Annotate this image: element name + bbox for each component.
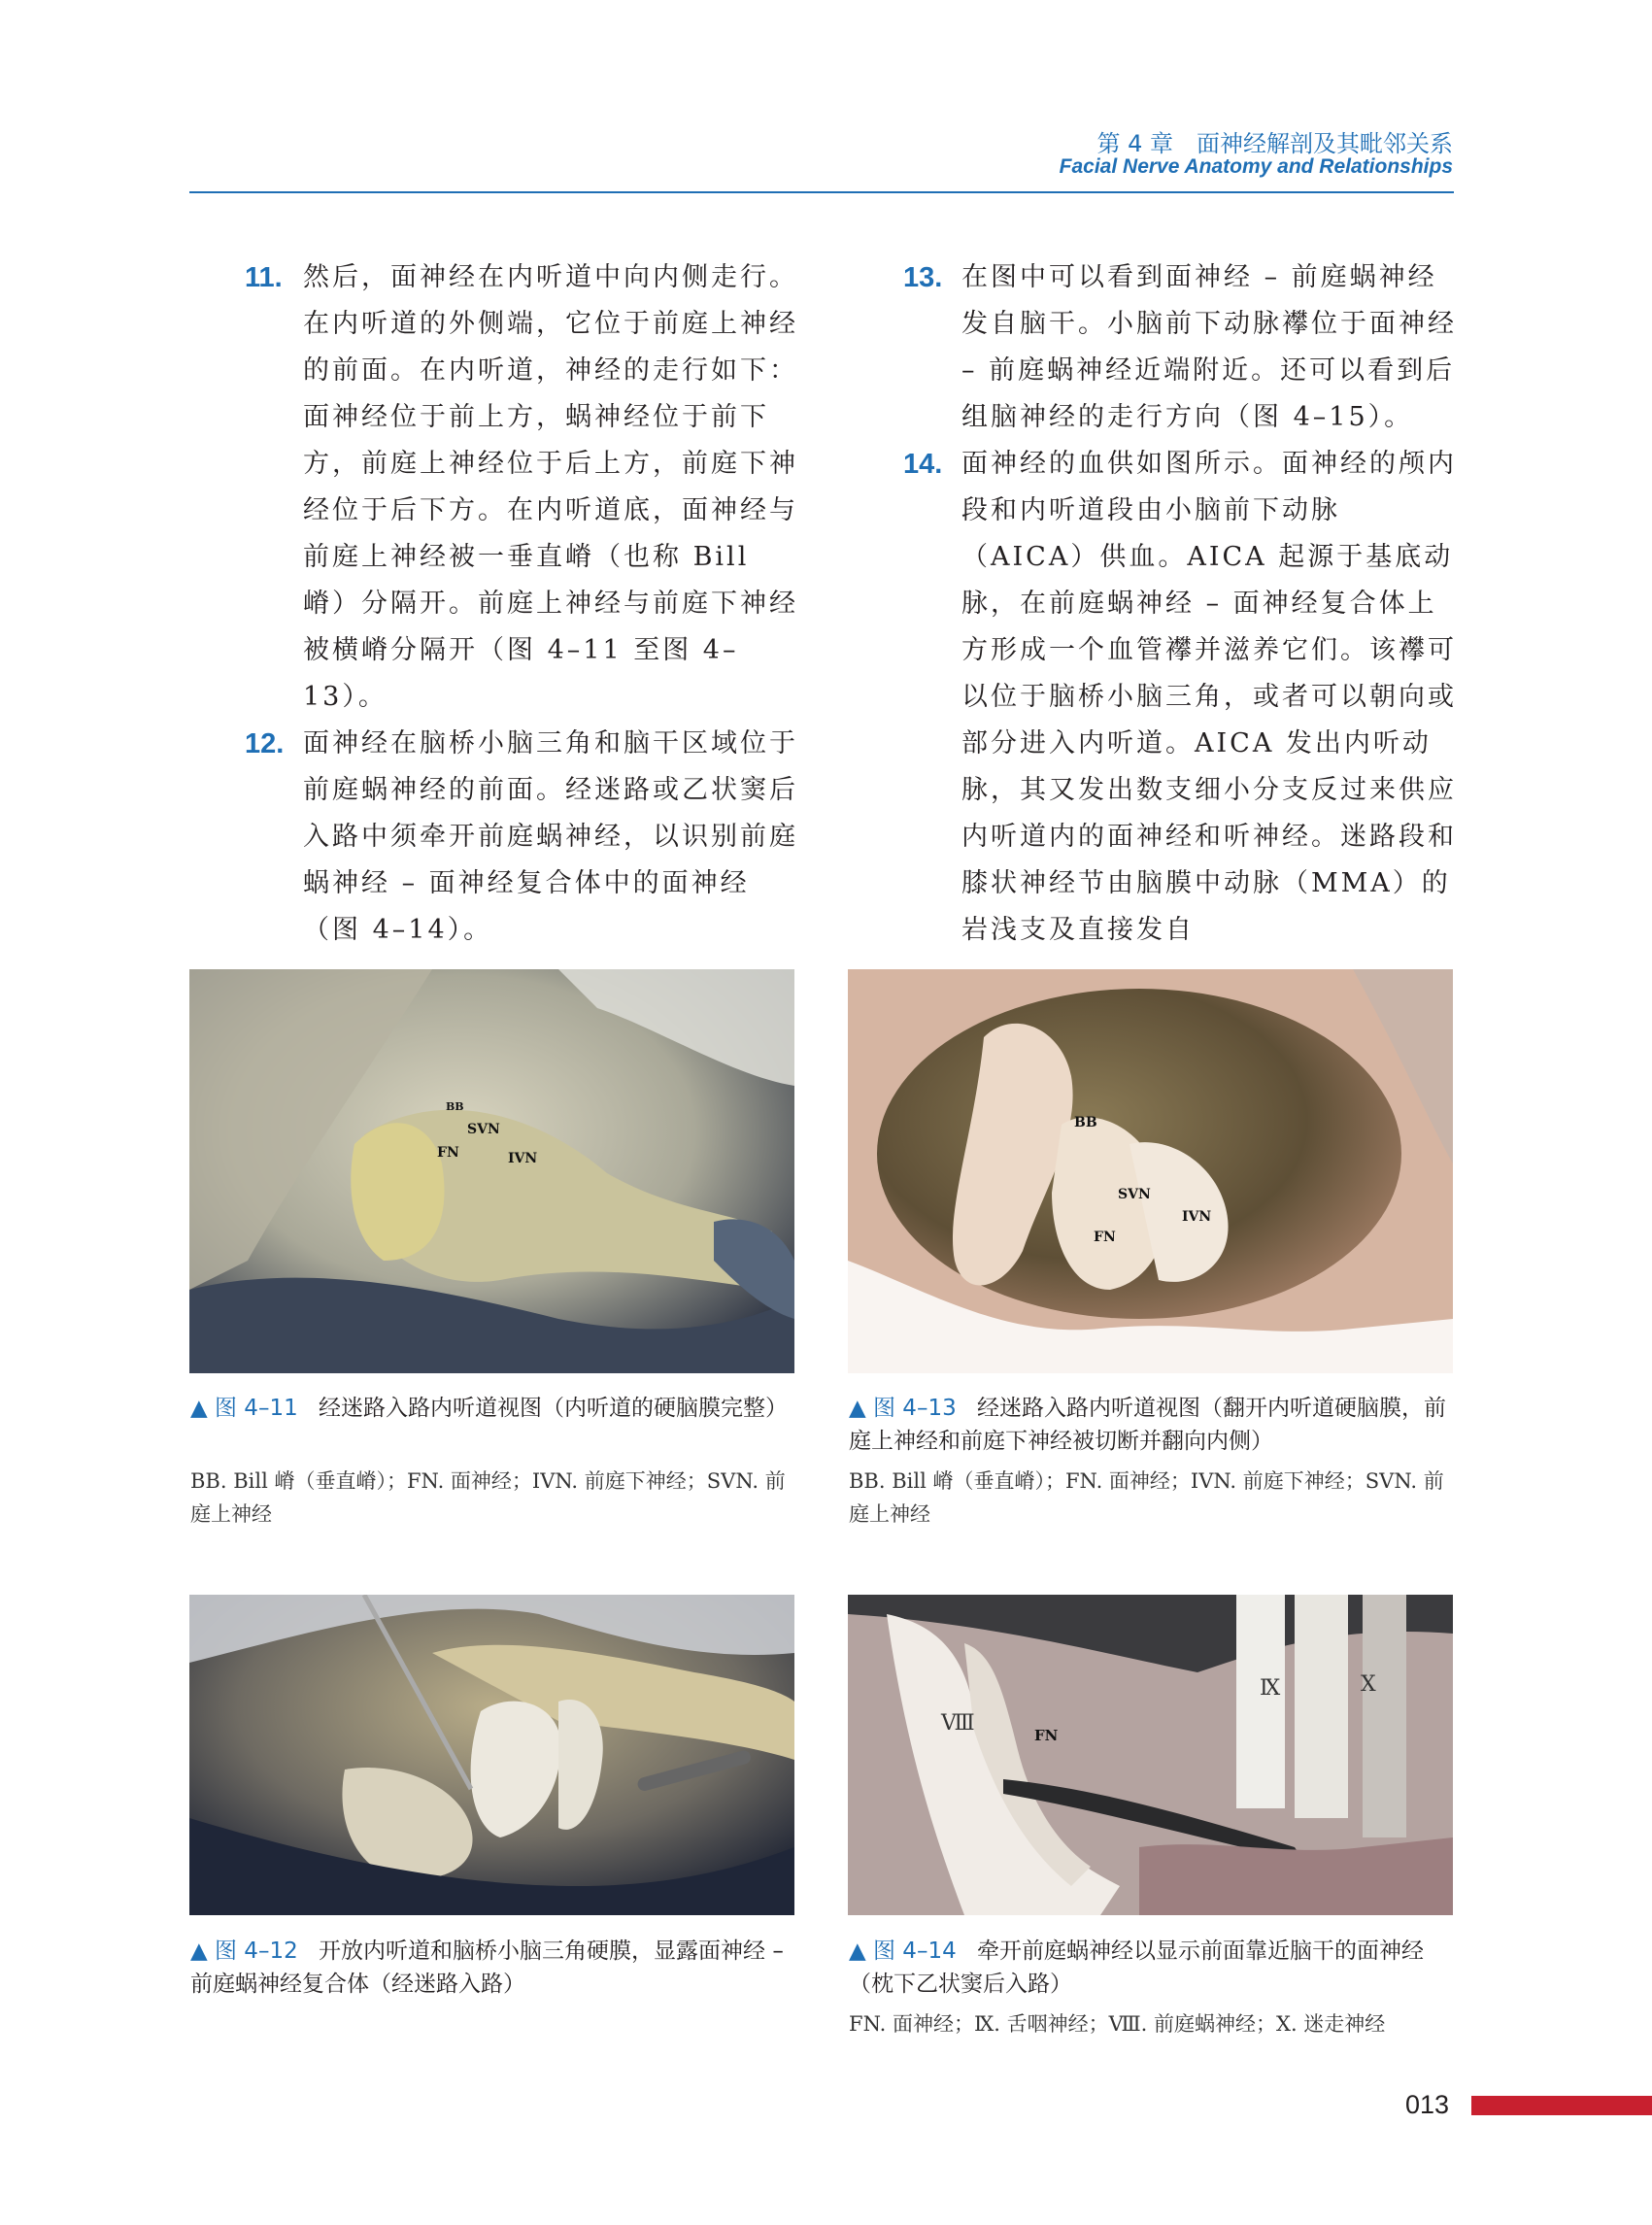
- item-text: 面神经在脑桥小脑三角和脑干区域位于前庭蜗神经的前面。经迷路或乙状窦后入路中须牵开前庭蜗神经，以识别前庭蜗神经 – 面神经复合体中的面神经（图 4–14）。: [303, 728, 798, 945]
- footer-accent-bar: [1471, 2096, 1652, 2115]
- right-text-column: [903, 254, 1457, 954]
- page-number: 013: [1405, 2090, 1450, 2119]
- figure-4-12-photo: [189, 1595, 794, 1915]
- list-item: [903, 441, 1457, 954]
- label-svn: SVN: [1118, 1187, 1151, 1202]
- item-text: 面神经的血供如图所示。面神经的颅内段和内听道段由小脑前下动脉（AICA）供血。AICA 起源于基底动脉，在前庭蜗神经 – 面神经复合体上方形成一个血管襻并滋养它们。该襻可以位于脑桥小脑三角，或者可以朝向或部分进入内听道。AICA 发出内听动脉，其又发出数支细小分支反过来供应内听道内的面神经和听神经。迷路段和膝状神经节由脑膜中动脉（MMA）的岩浅支及直接发自: [961, 449, 1457, 945]
- figure-4-13-legend: BB. Bill 嵴（垂直嵴）；FN. 面神经；IVN. 前庭下神经；SVN. 前庭上神经: [849, 1469, 1444, 1526]
- left-text-column: [245, 254, 798, 954]
- label-svn: SVN: [467, 1122, 500, 1137]
- item-text: 在图中可以看到面神经 – 前庭蜗神经发自脑干。小脑前下动脉襻位于面神经 – 前庭蜗神经近端附近。还可以看到后组脑神经的走行方向（图 4–15）。: [961, 262, 1457, 432]
- figure-title: 经迷路入路内听道视图（内听道的硬脑膜完整）: [319, 1396, 789, 1421]
- figure-4-11-caption: [190, 1392, 794, 1425]
- item-number: 14.: [903, 449, 943, 480]
- label-bb: BB: [1074, 1115, 1097, 1130]
- item-number: 11.: [245, 262, 283, 293]
- item-text: 然后，面神经在内听道中向内侧走行。在内听道的外侧端，它位于前庭上神经的前面。在内听道，神经的走行如下：面神经位于前上方，蜗神经位于前下方，前庭上神经位于后上方，前庭下神经位于后下方。在内听道底，面神经与前庭上神经被一垂直嵴（也称 Bill 嵴）分隔开。前庭上神经与前庭下神经被横嵴分隔开（图 4–11 至图 4–13）。: [303, 262, 798, 712]
- header-rule: [189, 191, 1454, 193]
- figure-4-12-caption: [190, 1935, 794, 2001]
- figure-4-13-photo: [848, 969, 1453, 1373]
- figure-4-14-caption: [849, 1935, 1453, 2001]
- label-fn: FN: [1094, 1230, 1116, 1245]
- label-fn: FN: [437, 1145, 459, 1161]
- label-ivn: IVN: [508, 1151, 538, 1166]
- figure-label: ▲ 图 4–13: [849, 1396, 957, 1421]
- figure-label: ▲ 图 4–11: [190, 1396, 298, 1421]
- label-fn: FN: [1034, 1727, 1059, 1744]
- figure-4-11-photo: [189, 969, 794, 1373]
- figure-title: 经迷路入路内听道视图（翻开内听道硬脑膜，前庭上神经和前庭下神经被切断并翻向内侧）: [849, 1396, 1447, 1454]
- item-number: 12.: [245, 728, 285, 759]
- item-number: 13.: [903, 262, 943, 293]
- label-x: Ⅹ: [1361, 1672, 1376, 1697]
- chapter-title-en: Facial Nerve Anatomy and Relationships: [1059, 155, 1453, 178]
- figure-4-11-legend: BB. Bill 嵴（垂直嵴）；FN. 面神经；IVN. 前庭下神经；SVN. 前庭上神经: [190, 1469, 786, 1526]
- figure-label: ▲ 图 4–14: [849, 1938, 957, 1964]
- list-item: [245, 721, 798, 954]
- list-item: [903, 254, 1457, 441]
- figure-title: 开放内听道和脑桥小脑三角硬膜，显露面神经 – 前庭蜗神经复合体（经迷路入路）: [190, 1938, 784, 1997]
- figure-label: ▲ 图 4–12: [190, 1938, 298, 1964]
- label-ivn: IVN: [1182, 1209, 1212, 1225]
- list-item: [245, 254, 798, 721]
- label-bb: BB: [446, 1100, 464, 1113]
- label-viii: Ⅷ: [941, 1711, 975, 1736]
- chapter-title-cn: 第 4 章 面神经解剖及其毗邻关系: [1096, 130, 1453, 157]
- figure-4-14-photo: [848, 1595, 1453, 1915]
- label-ix: Ⅸ: [1260, 1676, 1281, 1701]
- figure-title: 牵开前庭蜗神经以显示前面靠近脑干的面神经（枕下乙状窦后入路）: [849, 1938, 1425, 1997]
- figure-4-13-caption: [849, 1392, 1453, 1458]
- figure-4-14-legend: FN. 面神经；Ⅸ. 舌咽神经；Ⅷ. 前庭蜗神经；Ⅹ. 迷走神经: [849, 2012, 1386, 2036]
